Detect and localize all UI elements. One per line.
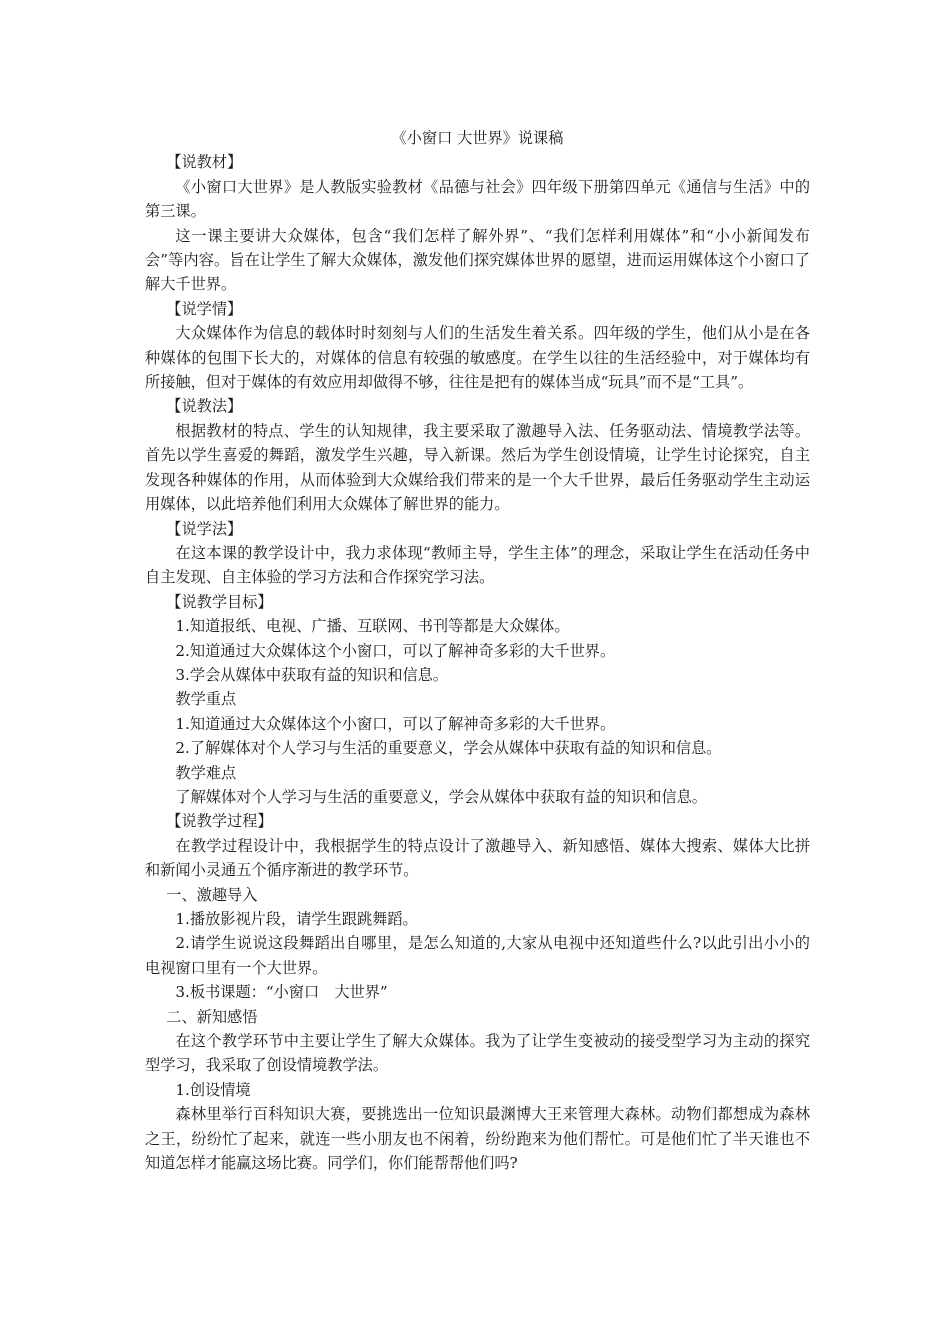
paragraph: 1.知道报纸、电视、广播、互联网、书刊等都是大众媒体。 [175, 617, 570, 636]
paragraph: 《小窗口大世界》是人教版实验教材《品德与社会》四年级下册第四单元《通信与生活》中的第三课。 [145, 177, 810, 221]
paragraph: 1.知道通过大众媒体这个小窗口，可以了解神奇多彩的大千世界。 [175, 714, 616, 733]
paragraph: 2.知道通过大众媒体这个小窗口，可以了解神奇多彩的大千世界。 [175, 641, 616, 660]
document-page [145, 126, 810, 1175]
paragraph: 了解媒体对个人学习与生活的重要意义，学会从媒体中获取有益的知识和信息。 [175, 787, 707, 806]
paragraph: 在这本课的教学设计中，我力求体现“教师主导，学生主体”的理念，采取让学生在活动任务中自主发现、自主体验的学习方法和合作探究学习法。 [145, 543, 810, 587]
section-heading: 【说教学目标】 [166, 592, 273, 611]
section-heading: 一、激趣导入 [166, 885, 258, 904]
section-heading: 【说教学过程】 [166, 812, 273, 831]
section-heading: 【说学法】 [166, 519, 243, 538]
paragraph: 在教学过程设计中，我根据学生的特点设计了激趣导入、新知感悟、媒体大搜索、媒体大比拼和新闻小灵通五个循序渐进的教学环节。 [145, 836, 810, 880]
paragraph: 1.创设情境 [175, 1080, 251, 1099]
paragraph: 森林里举行百科知识大赛，要挑选出一位知识最渊博大王来管理大森林。动物们都想成为森林之王，纷纷忙了起来，就连一些小朋友也不闲着，纷纷跑来为他们帮忙。可是他们忙了半天谁也不知道怎样才能赢这场比赛。同学们，你们能帮帮他们吗? [145, 1105, 810, 1173]
section-heading: 【说教法】 [166, 397, 243, 416]
paragraph: 3.板书课题：“小窗口 大世界” [175, 983, 388, 1002]
paragraph: 大众媒体作为信息的载体时时刻刻与人们的生活发生着关系。四年级的学生，他们从小是在各种媒体的包围下长大的，对媒体的信息有较强的敏感度。在学生以往的生活经验中，对于媒体均有所接触，但对于媒体的有效应用却做得不够，往往是把有的媒体当成“玩具”而不是“工具”。 [145, 324, 810, 392]
section-heading: 【说教材】 [166, 153, 243, 172]
paragraph: 根据教材的特点、学生的认知规律，我主要采取了激趣导入法、任务驱动法、情境教学法等。首先以学生喜爱的舞蹈，激发学生兴趣，导入新课。然后为学生创设情境，让学生讨论探究，自主发现各种媒体的作用，从而体验到大众媒给我们带来的是一个大千世界，最后任务驱动学生主动运用媒体，以此培养他们利用大众媒体了解世界的能力。 [145, 421, 810, 514]
paragraph: 2.了解媒体对个人学习与生活的重要意义，学会从媒体中获取有益的知识和信息。 [175, 739, 722, 758]
paragraph: 教学难点 [175, 763, 237, 782]
paragraph: 这一课主要讲大众媒体，包含“我们怎样了解外界”、“我们怎样利用媒体”和“小小新闻发布会”等内容。旨在让学生了解大众媒体，激发他们探究媒体世界的愿望，进而运用媒体这个小窗口了解大千世界。 [145, 226, 810, 294]
document-title: 《小窗口 大世界》说课稿 [391, 129, 564, 147]
paragraph: 3.学会从媒体中获取有益的知识和信息。 [175, 665, 449, 684]
document-body [145, 150, 810, 1175]
section-heading: 二、新知感悟 [166, 1007, 258, 1026]
section-heading: 【说学情】 [166, 299, 243, 318]
paragraph: 教学重点 [175, 690, 237, 709]
paragraph: 1.播放影视片段，请学生跟跳舞蹈。 [175, 910, 418, 928]
paragraph: 在这个教学环节中主要让学生了解大众媒体。我为了让学生变被动的接受型学习为主动的探究型学习，我采取了创设情境教学法。 [145, 1032, 810, 1075]
paragraph: 2.请学生说说这段舞蹈出自哪里，是怎么知道的,大家从电视中还知道些什么?以此引出小小的电视窗口里有一个大世界。 [145, 934, 810, 977]
